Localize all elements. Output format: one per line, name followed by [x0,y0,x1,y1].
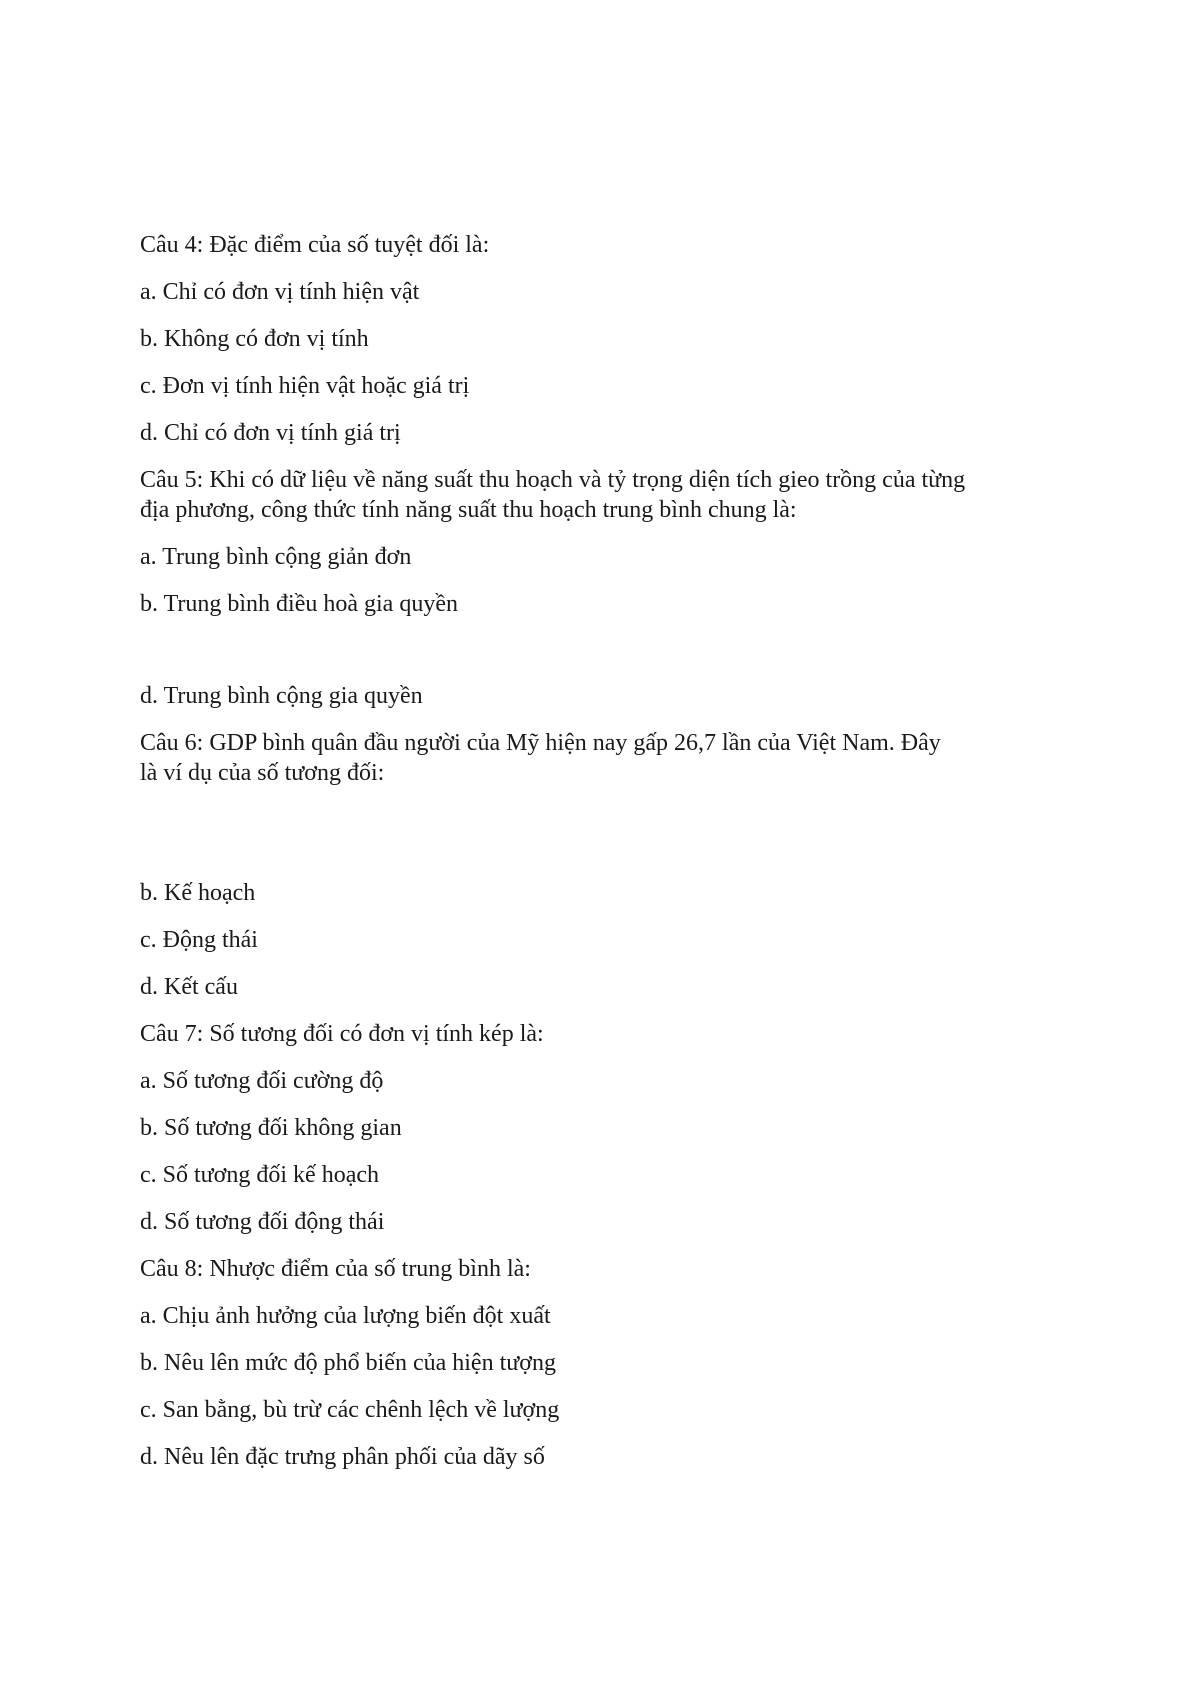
question-4-option-a: a. Chỉ có đơn vị tính hiện vật [140,279,420,305]
question-7-option-b: b. Số tương đối không gian [140,1115,402,1141]
question-4-option-d: d. Chỉ có đơn vị tính giá trị [140,420,401,446]
question-8-option-b: b. Nêu lên mức độ phổ biến của hiện tượng [140,1350,556,1376]
question-5-text-line2: địa phương, công thức tính năng suất thu hoạch trung bình chung là: [140,497,797,523]
question-5-text-line1: Câu 5: Khi có dữ liệu về năng suất thu hoạch và tỷ trọng diện tích gieo trồng của từng [140,467,966,493]
question-6-option-c: c. Động thái [140,927,258,953]
question-6-option-b: b. Kế hoạch [140,880,256,906]
question-6-option-d: d. Kết cấu [140,974,238,1000]
question-5-option-a: a. Trung bình cộng giản đơn [140,544,412,570]
question-6-text-line1: Câu 6: GDP bình quân đầu người của Mỹ hiện nay gấp 26,7 lần của Việt Nam. Đây [140,730,941,756]
question-8-text: Câu 8: Nhược điểm của số trung bình là: [140,1256,531,1282]
question-7-text: Câu 7: Số tương đối có đơn vị tính kép là: [140,1021,544,1047]
question-6-text-line2: là ví dụ của số tương đối: [140,760,385,786]
question-4-text: Câu 4: Đặc điểm của số tuyệt đối là: [140,232,490,258]
question-8-option-d: d. Nêu lên đặc trưng phân phối của dãy số [140,1444,545,1470]
question-7-option-c: c. Số tương đối kế hoạch [140,1162,379,1188]
question-8-option-a: a. Chịu ảnh hưởng của lượng biến đột xuất [140,1303,551,1329]
question-5-option-b: b. Trung bình điều hoà gia quyền [140,591,458,617]
question-7-option-d: d. Số tương đối động thái [140,1209,385,1235]
question-4-option-b: b. Không có đơn vị tính [140,326,369,352]
question-5-option-d: d. Trung bình cộng gia quyền [140,683,423,709]
question-8-option-c: c. San bằng, bù trừ các chênh lệch về lượng [140,1397,560,1423]
question-4-option-c: c. Đơn vị tính hiện vật hoặc giá trị [140,373,470,399]
document-page [140,230,1010,1472]
question-7-option-a: a. Số tương đối cường độ [140,1068,384,1094]
